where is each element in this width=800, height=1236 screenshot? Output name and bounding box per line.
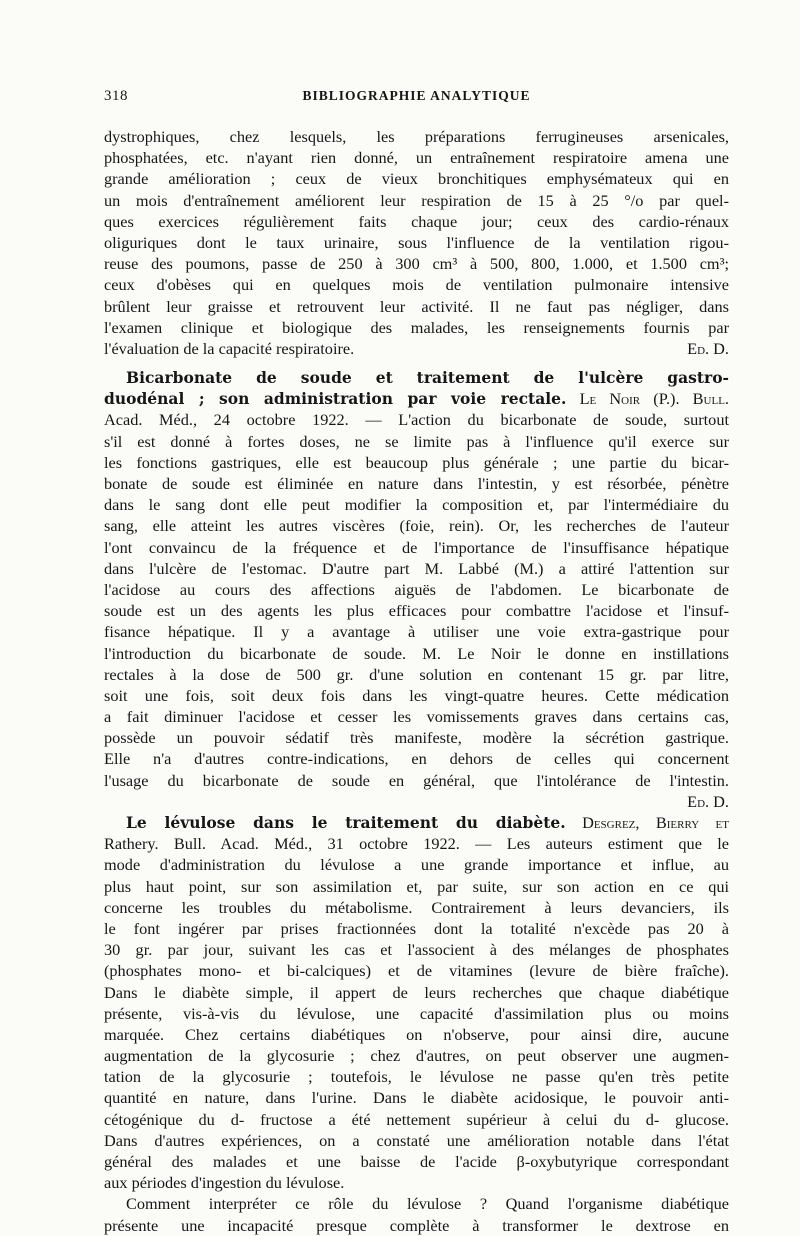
signature: Ed. D.: [687, 338, 729, 358]
text-line: augmentation de la glycosurie ; chez d'autres, on peut observer une augmen-: [104, 1046, 729, 1066]
text-line: phosphatées, etc. n'ayant rien donné, un entraînement respiratoire amena une: [104, 148, 729, 168]
text-line: soude est un des agents les plus efficaces pour combattre l'acidose et l'insuf-: [104, 601, 729, 621]
text-line: 30 gr. par jour, suivant les cas et l'associent à des mélanges de phosphates: [104, 940, 729, 960]
text-line: dans le sang dont elle peut modifier la composition et, par l'intermédiaire du: [104, 495, 729, 515]
text-line: reuse des poumons, passe de 250 à 300 cm³ à 500, 800, 1.000, et 1.500 cm³;: [104, 254, 729, 274]
article-title: Bicarbonate de soude et traitement de l'ulcère gastro-: [126, 368, 729, 388]
text-line: plus haut point, sur son assimilation et, par suite, sur son action en ce qui: [104, 876, 729, 896]
text-line: cétogénique du d- fructose a été nettement supérieur à celui du d- glucose.: [104, 1109, 729, 1129]
text-line: soit une fois, soit deux fois dans les vingt-quatre heures. Cette médication: [104, 685, 729, 705]
page-body: [104, 126, 729, 1236]
text-line: ques exercices régulièrement faits chaque jour; ceux des cardio-rénaux: [104, 211, 729, 231]
text-line: oliguriques dont le taux urinaire, sous l'influence de la ventilation rigou-: [104, 232, 729, 252]
text-line: présente une incapacité presque complète à transformer le dextrose en: [104, 1215, 729, 1235]
text-line: l'introduction du bicarbonate de soude. M. Le Noir le donne en instillations: [104, 643, 729, 663]
article-title-line: [104, 812, 729, 833]
text-line: l'usage du bicarbonate de soude en général, que l'intolérance de l'intestin.: [104, 770, 729, 790]
text-line: s'il est donné à fortes doses, ne se limite pas à l'influence qu'il exerce sur: [104, 431, 729, 451]
page-number: 318: [104, 88, 128, 104]
text-line: marquée. Chez certains diabétiques on n'observe, pour ainsi dire, aucune: [104, 1024, 729, 1044]
text-line: (phosphates mono- et bi-calciques) et de vitamines (levure de bière fraîche).: [104, 961, 729, 981]
article-author: Le Noir (P.). Bull.: [579, 389, 729, 409]
text-line: fisance hépatique. Il y a avantage à utiliser une voie extra-gastrique pour: [104, 622, 729, 642]
article-title: Le lévulose dans le traitement du diabète.: [126, 813, 566, 832]
article-title-line: [104, 388, 729, 409]
text-line: l'ont convaincu de la fréquence et de l'importance de l'insuffisance hépatique: [104, 537, 729, 557]
running-title: BIBLIOGRAPHIE ANALYTIQUE: [302, 88, 531, 103]
text-line: l'examen clinique et biologique des malades, les renseignements fournis par: [104, 317, 729, 337]
text-line: dystrophiques, chez lesquels, les préparations ferrugineuses arsenicales,: [104, 127, 729, 146]
text-line: dans l'ulcère de l'estomac. D'autre part M. Labbé (M.) a attiré l'attention sur: [104, 558, 729, 578]
text-line: Dans le diabète simple, il appert de leurs recherches que chaque diabétique: [104, 982, 729, 1002]
signature: Ed. D.: [687, 791, 729, 811]
text-line: le font ingérer par prises fractionnées dont la totalité n'excède pas 20 à: [104, 918, 729, 938]
text-line: général des malades et une baisse de l'acide β-oxybutyrique correspondant: [104, 1152, 729, 1171]
text-line: Acad. Méd., 24 octobre 1922. — L'action du bicarbonate de soude, surtout: [104, 410, 729, 430]
text-line: [104, 338, 729, 359]
article-author: Desgrez, Bierry et: [582, 813, 729, 832]
running-header: [104, 88, 729, 104]
text-line: rectales à la dose de 500 gr. d'une solution en contenant 15 gr. par litre,: [104, 664, 729, 684]
text-line: a fait diminuer l'acidose et cesser les vomissements graves dans certains cas,: [104, 707, 729, 727]
text-line: sang, elle atteint les autres viscères (foie, rein). Or, les recherches de l'auteur: [104, 516, 729, 536]
text-line: concerne les troubles du métabolisme. Contrairement à leurs devanciers, ils: [104, 897, 729, 917]
text-fragment: l'évaluation de la capacité respiratoire.: [104, 338, 355, 358]
text-line: possède un pouvoir sédatif très manifeste, modère la sécrétion gastrique.: [104, 728, 729, 748]
text-line: quantité en nature, dans l'urine. Dans le diabète acidosique, le pouvoir anti-: [104, 1088, 729, 1108]
text-line: un mois d'entraînement améliorent leur respiration de 15 à 25 °/o par quel-: [104, 190, 729, 210]
text-line: bonate de soude est éliminée en nature dans l'intestin, y est résorbée, pénètre: [104, 474, 729, 493]
text-line: Rathery. Bull. Acad. Méd., 31 octobre 1922. — Les auteurs estiment que le: [104, 834, 729, 854]
text-line: l'acidose au cours des affections aiguës de l'abdomen. Le bicarbonate de: [104, 579, 729, 599]
section-gap: [104, 359, 729, 367]
text-line: Dans d'autres expériences, on a constaté une amélioration notable dans l'état: [104, 1130, 729, 1150]
text-line: brûlent leur graisse et retrouvent leur activité. Il ne faut pas négliger, dans: [104, 296, 729, 316]
article-title-line: [104, 367, 729, 388]
text-line: Comment interpréter ce rôle du lévulose ? Quand l'organisme diabétique: [126, 1194, 729, 1214]
text-line: aux périodes d'ingestion du lévulose.: [104, 1173, 345, 1193]
text-line: les fonctions gastriques, elle est beaucoup plus générale ; une partie du bicar-: [104, 452, 729, 472]
article-title-cont: duodénal ; son administration par voie rectale.: [104, 389, 567, 409]
text-line: tation de la glycosurie ; toutefois, le lévulose ne passe qu'en très petite: [104, 1067, 729, 1087]
text-line: ceux d'obèses qui en quelques mois de ventilation pulmonaire intensive: [104, 275, 729, 295]
text-line: grande amélioration ; ceux de vieux bronchitiques emphysémateux qui en: [104, 169, 729, 189]
text-line: présente, vis-à-vis du lévulose, une capacité d'assimilation plus ou moins: [104, 1003, 729, 1023]
text-line: Elle n'a d'autres contre-indications, en dehors de celles qui concernent: [104, 749, 729, 769]
text-line: mode d'administration du lévulose a une grande importance et influe, au: [104, 855, 729, 875]
